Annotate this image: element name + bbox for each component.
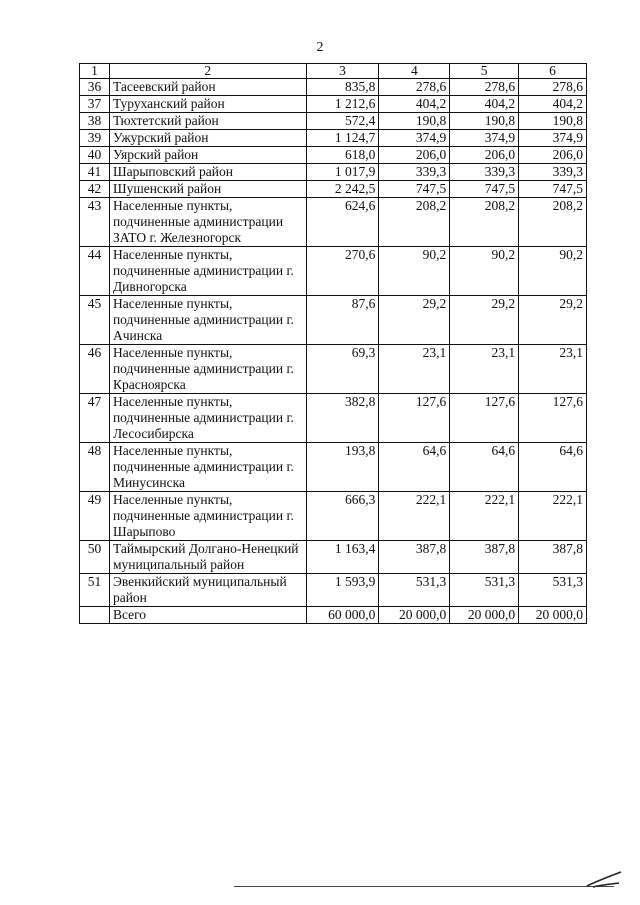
value-col4: 208,2 — [379, 198, 450, 247]
table-row — [80, 96, 587, 113]
row-number: 39 — [80, 130, 110, 147]
value-col3: 618,0 — [306, 147, 379, 164]
table-row — [80, 198, 587, 247]
column-header: 2 — [109, 64, 306, 79]
table-row — [80, 147, 587, 164]
column-header: 3 — [306, 64, 379, 79]
table-header-row — [80, 64, 587, 79]
row-number: 45 — [80, 296, 110, 345]
value-col4: 374,9 — [379, 130, 450, 147]
value-col5: 23,1 — [450, 345, 519, 394]
value-col6: 206,0 — [519, 147, 587, 164]
value-col4: 747,5 — [379, 181, 450, 198]
value-col6: 374,9 — [519, 130, 587, 147]
value-col5: 208,2 — [450, 198, 519, 247]
value-col4: 127,6 — [379, 394, 450, 443]
value-col5: 404,2 — [450, 96, 519, 113]
value-col5: 127,6 — [450, 394, 519, 443]
value-col4: 404,2 — [379, 96, 450, 113]
municipality-name: Населенные пункты, подчиненные администрации г. Шарыпово — [109, 492, 306, 541]
municipality-name: Населенные пункты, подчиненные администрации ЗАТО г. Железногорск — [109, 198, 306, 247]
row-number: 37 — [80, 96, 110, 113]
value-col3: 270,6 — [306, 247, 379, 296]
value-col4: 90,2 — [379, 247, 450, 296]
row-number: 48 — [80, 443, 110, 492]
value-col5: 278,6 — [450, 79, 519, 96]
value-col3: 1 212,6 — [306, 96, 379, 113]
column-header: 1 — [80, 64, 110, 79]
allocation-table — [79, 63, 587, 624]
value-col6: 387,8 — [519, 541, 587, 574]
value-col3: 1 124,7 — [306, 130, 379, 147]
value-col5: 190,8 — [450, 113, 519, 130]
value-col4: 531,3 — [379, 574, 450, 607]
row-number: 38 — [80, 113, 110, 130]
municipality-name: Населенные пункты, подчиненные администрации г. Красноярска — [109, 345, 306, 394]
value-col6: 190,8 — [519, 113, 587, 130]
value-col3: 1 163,4 — [306, 541, 379, 574]
row-number: 41 — [80, 164, 110, 181]
table-row — [80, 164, 587, 181]
value-col3: 2 242,5 — [306, 181, 379, 198]
column-header: 6 — [519, 64, 587, 79]
row-number — [80, 607, 110, 624]
value-col3: 572,4 — [306, 113, 379, 130]
value-col4: 206,0 — [379, 147, 450, 164]
value-col4: 278,6 — [379, 79, 450, 96]
municipality-name: Населенные пункты, подчиненные администрации г. Минусинска — [109, 443, 306, 492]
municipality-name: Уярский район — [109, 147, 306, 164]
table-row — [80, 541, 587, 574]
table-row — [80, 296, 587, 345]
municipality-name: Ужурский район — [109, 130, 306, 147]
value-col6: 339,3 — [519, 164, 587, 181]
table-row — [80, 345, 587, 394]
row-number: 42 — [80, 181, 110, 198]
value-col5: 222,1 — [450, 492, 519, 541]
page-number: 2 — [316, 40, 324, 55]
signature-mark — [585, 868, 625, 890]
value-col4: 20 000,0 — [379, 607, 450, 624]
value-col5: 29,2 — [450, 296, 519, 345]
value-col6: 64,6 — [519, 443, 587, 492]
row-number: 43 — [80, 198, 110, 247]
value-col3: 193,8 — [306, 443, 379, 492]
municipality-name: Эвенкийский муниципальный район — [109, 574, 306, 607]
row-number: 44 — [80, 247, 110, 296]
value-col3: 60 000,0 — [306, 607, 379, 624]
value-col6: 222,1 — [519, 492, 587, 541]
table-row — [80, 79, 587, 96]
value-col5: 64,6 — [450, 443, 519, 492]
table-row — [80, 130, 587, 147]
municipality-name: Тасеевский район — [109, 79, 306, 96]
value-col4: 387,8 — [379, 541, 450, 574]
value-col4: 64,6 — [379, 443, 450, 492]
value-col6: 278,6 — [519, 79, 587, 96]
municipality-name: Таймырский Долгано-Ненецкий муниципальный район — [109, 541, 306, 574]
value-col3: 666,3 — [306, 492, 379, 541]
municipality-name: Туруханский район — [109, 96, 306, 113]
value-col3: 87,6 — [306, 296, 379, 345]
row-number: 46 — [80, 345, 110, 394]
value-col6: 747,5 — [519, 181, 587, 198]
table-row — [80, 574, 587, 607]
value-col6: 29,2 — [519, 296, 587, 345]
value-col4: 339,3 — [379, 164, 450, 181]
value-col3: 835,8 — [306, 79, 379, 96]
value-col4: 190,8 — [379, 113, 450, 130]
municipality-name: Населенные пункты, подчиненные администрации г. Дивногорска — [109, 247, 306, 296]
value-col5: 90,2 — [450, 247, 519, 296]
table-row — [80, 181, 587, 198]
row-number: 49 — [80, 492, 110, 541]
row-number: 40 — [80, 147, 110, 164]
value-col4: 222,1 — [379, 492, 450, 541]
municipality-name: Шушенский район — [109, 181, 306, 198]
row-number: 47 — [80, 394, 110, 443]
column-header: 5 — [450, 64, 519, 79]
value-col4: 23,1 — [379, 345, 450, 394]
value-col3: 69,3 — [306, 345, 379, 394]
value-col5: 747,5 — [450, 181, 519, 198]
table-row — [80, 492, 587, 541]
municipality-name: Населенные пункты, подчиненные администрации г. Лесосибирска — [109, 394, 306, 443]
value-col6: 531,3 — [519, 574, 587, 607]
value-col3: 1 017,9 — [306, 164, 379, 181]
value-col3: 1 593,9 — [306, 574, 379, 607]
value-col6: 127,6 — [519, 394, 587, 443]
value-col5: 20 000,0 — [450, 607, 519, 624]
value-col6: 404,2 — [519, 96, 587, 113]
table-row — [80, 394, 587, 443]
value-col6: 23,1 — [519, 345, 587, 394]
municipality-name: Населенные пункты, подчиненные администрации г. Ачинска — [109, 296, 306, 345]
value-col5: 206,0 — [450, 147, 519, 164]
municipality-name: Всего — [109, 607, 306, 624]
municipality-name: Шарыповский район — [109, 164, 306, 181]
row-number: 50 — [80, 541, 110, 574]
value-col5: 374,9 — [450, 130, 519, 147]
table-row — [80, 443, 587, 492]
value-col5: 387,8 — [450, 541, 519, 574]
municipality-name: Тюхтетский район — [109, 113, 306, 130]
row-number: 36 — [80, 79, 110, 96]
row-number: 51 — [80, 574, 110, 607]
value-col6: 20 000,0 — [519, 607, 587, 624]
table-row — [80, 113, 587, 130]
value-col6: 90,2 — [519, 247, 587, 296]
table-row — [80, 247, 587, 296]
value-col6: 208,2 — [519, 198, 587, 247]
value-col3: 624,6 — [306, 198, 379, 247]
value-col4: 29,2 — [379, 296, 450, 345]
column-header: 4 — [379, 64, 450, 79]
value-col5: 339,3 — [450, 164, 519, 181]
value-col5: 531,3 — [450, 574, 519, 607]
table-total-row — [80, 607, 587, 624]
signature-line — [234, 886, 614, 887]
value-col3: 382,8 — [306, 394, 379, 443]
